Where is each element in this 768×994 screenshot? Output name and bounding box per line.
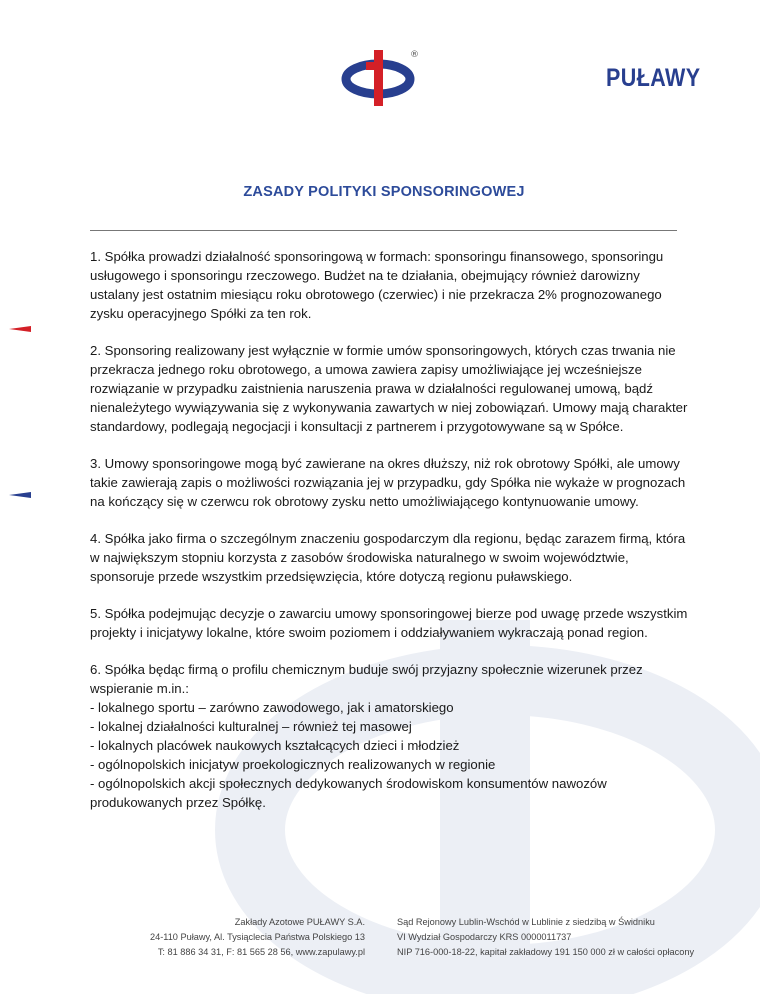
footer-company-info	[150, 915, 365, 960]
margin-mark-red-icon	[9, 326, 31, 332]
footer-contact: T: 81 886 34 31, F: 81 565 28 56, www.zapulawy.pl	[157, 947, 365, 957]
list-item: - ogólnopolskich akcji społecznych dedykowanych środowiskom konsumentów nawozów produkowanych przez Spółkę.	[90, 776, 607, 810]
company-logo-icon	[340, 44, 424, 106]
paragraph-6	[90, 660, 690, 812]
paragraph-4: 4. Spółka jako firma o szczególnym znaczeniu gospodarczym dla regionu, będąc zarazem firmą, która w największym stopniu korzysta z zasobów środowiska naturalnego w swoim województwie, sponsoruje przede wszystkim przedsięwzięcia, które dotyczą regionu puławskiego.	[90, 531, 686, 584]
footer-company-name: Zakłady Azotowe PUŁAWY S.A.	[234, 917, 365, 927]
footer-krs: VI Wydział Gospodarczy KRS 0000011737	[397, 932, 572, 942]
title-divider	[90, 230, 677, 231]
margin-mark-blue-icon	[9, 492, 31, 498]
paragraph-5: 5. Spółka podejmując decyzje o zawarciu umowy sponsoringowej bierze pod uwagę przede wszystkim projekty i inicjatywy lokalne, które swoim poziomem i oddziaływaniem wykraczają ponad region.	[90, 606, 688, 640]
footer-nip-capital: NIP 716-000-18-22, kapitał zakładowy 191 150 000 zł w całości opłacony	[397, 947, 695, 957]
page-title: ZASADY POLITYKI SPONSORINGOWEJ	[243, 184, 525, 200]
paragraph-1: 1. Spółka prowadzi działalność sponsoringową w formach: sponsoringu finansowego, sponsoringu usługowego i sponsoringu rzeczowego. Budżet na te działania, obejmujący również darowizny ustalany jest ostatnim miesiącu roku obrotowego (czerwiec) i nie przekracza 2% prognozowanego zysku operacyjnego Spółki za ten rok.	[90, 249, 664, 321]
brand-name: PUŁAWY	[606, 64, 701, 92]
footer-court: Sąd Rejonowy Lublin-Wschód w Lublinie z siedzibą w Świdniku	[397, 917, 655, 927]
list-item: - lokalnej działalności kulturalnej – również tej masowej	[90, 719, 412, 734]
list-item: - lokalnych placówek naukowych kształcących dzieci i młodzież	[90, 738, 460, 753]
footer-registry-info	[397, 915, 694, 960]
paragraph-3: 3. Umowy sponsoringowe mogą być zawierane na okres dłuższy, niż rok obrotowy Spółki, ale umowy takie zawierają zapis o możliwości rozwiązania jej w przypadku, gdy Spółka nie wykaże w prognozach na kończący się w czerwcu rok obrotowy zysku netto umożliwiającego kontynuowanie umowy.	[90, 456, 686, 509]
footer-address: 24-110 Puławy, Al. Tysiąclecia Państwa Polskiego 13	[149, 932, 365, 942]
paragraph-2: 2. Sponsoring realizowany jest wyłącznie w formie umów sponsoringowych, których czas trwania nie przekracza jednego roku obrotowego, a umowa zawiera zapisy umożliwiające jej wcześniejsze rozwiązanie w przypadku zaistnienia naruszenia prawa w działalności regulowanej umową, bądź nienależytego wywiązywania się z wykonywania zawartych w niej zobowiązań. Umowy mają charakter standardowy, podlegają negocjacji i konsultacji z partnerem i przygotowywane są w Spółce.	[90, 343, 688, 434]
registered-mark: ®	[410, 50, 419, 60]
list-item: - ogólnopolskich inicjatyw proekologicznych realizowanych w regionie	[90, 757, 496, 772]
list-item: - lokalnego sportu – zarówno zawodowego, jak i amatorskiego	[90, 700, 454, 715]
policy-body	[90, 247, 690, 830]
paragraph-6-intro: 6. Spółka będąc firmą o profilu chemicznym buduje swój przyjazny społecznie wizerunek przez wspieranie m.in.:	[90, 662, 643, 696]
